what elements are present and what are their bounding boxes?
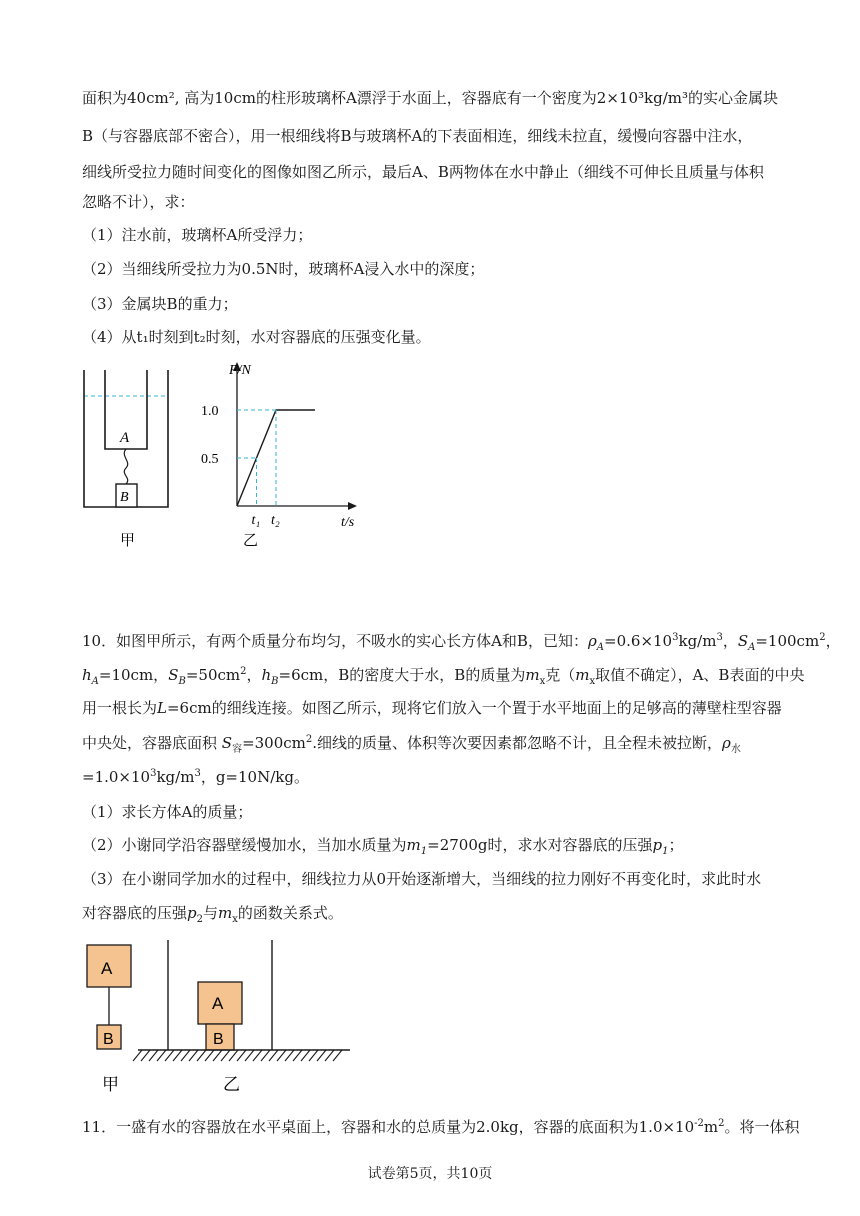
p10-line3: 用一根长为L=6cm的细线连接。如图乙所示，现将它们放入一个置于水平地面上的足够高的薄壁柱型容器 xyxy=(82,699,782,717)
hatch-stroke xyxy=(293,1050,302,1061)
p9-line4: 忽略不计），求： xyxy=(82,193,195,211)
p11-line1: 11．一盛有水的容器放在水平桌面上，容器和水的总质量为2.0kg，容器的底面积为$1.0\times 10^{-2}m^2$。将一体积 xyxy=(82,1118,800,1136)
p9-q1: （1）注水前，玻璃杯A所受浮力； xyxy=(82,226,313,244)
hatch-stroke xyxy=(197,1050,206,1061)
p10-line5: $=1.0\times 10^3kg/m^3$，g=10N/kg。 xyxy=(82,768,309,786)
p9-q3: （3）金属块B的重力； xyxy=(82,295,238,313)
p9-q2: （2）当细线所受拉力为0.5N时，玻璃杯A浸入水中的深度； xyxy=(82,260,485,278)
hatch-stroke xyxy=(133,1050,142,1061)
p9-line3: 细线所受拉力随时间变化的图像如图乙所示，最后A、B两物体在水中静止（细线不可伸长且质量与体积 xyxy=(82,163,764,181)
hatch-stroke xyxy=(149,1050,158,1061)
hatch-stroke xyxy=(229,1050,238,1061)
hatch-stroke xyxy=(189,1050,198,1061)
figure-yi-chart xyxy=(195,356,370,551)
p10-q1: （1）求长方体A的质量； xyxy=(82,803,253,821)
hatch-stroke xyxy=(333,1050,342,1061)
cup-a-label: A xyxy=(120,430,130,446)
hatch-stroke xyxy=(309,1050,318,1061)
x-axis-label: t/s xyxy=(341,515,355,530)
hatch-stroke xyxy=(269,1050,278,1061)
hatch-stroke xyxy=(165,1050,174,1061)
yi-caption: 乙 xyxy=(223,1075,240,1095)
hatch-stroke xyxy=(245,1050,254,1061)
hatch-stroke xyxy=(237,1050,246,1061)
hatch-stroke xyxy=(285,1050,294,1061)
jia-caption: 甲 xyxy=(102,1075,119,1095)
y-tick-1-0: 1.0 xyxy=(201,404,219,419)
hatch-stroke xyxy=(325,1050,334,1061)
hatch-stroke xyxy=(317,1050,326,1061)
figure-jia-caption: 甲 xyxy=(120,531,136,549)
slack-string xyxy=(124,449,127,484)
p10-line1: 10．如图甲所示，有两个质量分布均匀，不吸水的实心长方体A和B，已知：$\rho_A=0.6\times 10^3kg/m^3$，$S_A=100cm^2$， xyxy=(82,632,841,653)
x-axis-arrow xyxy=(348,502,357,510)
hatch-stroke xyxy=(221,1050,230,1061)
p10-line2: $h_A=10cm$，$S_B=50cm^2$，$h_B=6cm$，B的密度大于水，B的质量为$m_x$克（$m_x$取值不确定），A、B表面的中央 xyxy=(82,666,805,687)
y-axis-label: F/N xyxy=(229,363,251,378)
hatch-stroke xyxy=(277,1050,286,1061)
hatch-stroke xyxy=(213,1050,222,1061)
p10-q3b: 对容器底的压强$p_2$与$m_x$的函数关系式。 xyxy=(82,904,343,925)
page-footer: 试卷第5页，共10页 xyxy=(367,1166,493,1182)
yi-block-b-label: B xyxy=(213,1031,224,1048)
hatch-stroke xyxy=(205,1050,214,1061)
p9-q4: （4）从t₁时刻到t₂时刻，水对容器底的压强变化量。 xyxy=(82,328,431,346)
p9-line1: 面积为40cm², 高为10cm的柱形玻璃杯A漂浮于水面上，容器底有一个密度为2×10³kg/m³的实心金属块 xyxy=(82,89,779,107)
figure-p10 xyxy=(76,938,366,1103)
p10-q2: （2）小谢同学沿容器壁缓慢加水，当加水质量为$m_1=2700g$时，求水对容器底的压强$p_1$； xyxy=(82,836,684,857)
hatch-stroke xyxy=(253,1050,262,1061)
yi-block-a-label: A xyxy=(212,994,224,1013)
hatch-stroke xyxy=(141,1050,150,1061)
hatch-stroke xyxy=(173,1050,182,1061)
x-tick-t1: t₁ xyxy=(251,513,261,528)
hatch-stroke xyxy=(301,1050,310,1061)
x-tick-t2: t₂ xyxy=(271,513,280,528)
p9-line2: B（与容器底部不密合），用一根细线将B与玻璃杯A的下表面相连，细线未拉直，缓慢向容器中注水， xyxy=(82,127,753,145)
figure-yi-caption: 乙 xyxy=(243,531,259,549)
block-b-label: B xyxy=(120,490,129,505)
p10-line4: 中央处，容器底面积 $S_容=300cm^2$.细线的质量、体积等次要因素都忽略不计，且全程未被拉断，$\rho_水$ xyxy=(82,734,741,755)
p10-q3a: （3）在小谢同学加水的过程中，细线拉力从0开始逐渐增大，当细线的拉力刚好不再变化时，求此时水 xyxy=(82,870,762,888)
jia-block-b-label: B xyxy=(103,1031,114,1048)
figure-jia-container xyxy=(76,364,186,554)
yi-ground-hatching xyxy=(133,1050,342,1061)
hatch-stroke xyxy=(181,1050,190,1061)
hatch-stroke xyxy=(157,1050,166,1061)
y-tick-0-5: 0.5 xyxy=(201,452,219,467)
jia-block-a-label: A xyxy=(101,959,113,978)
hatch-stroke xyxy=(261,1050,270,1061)
